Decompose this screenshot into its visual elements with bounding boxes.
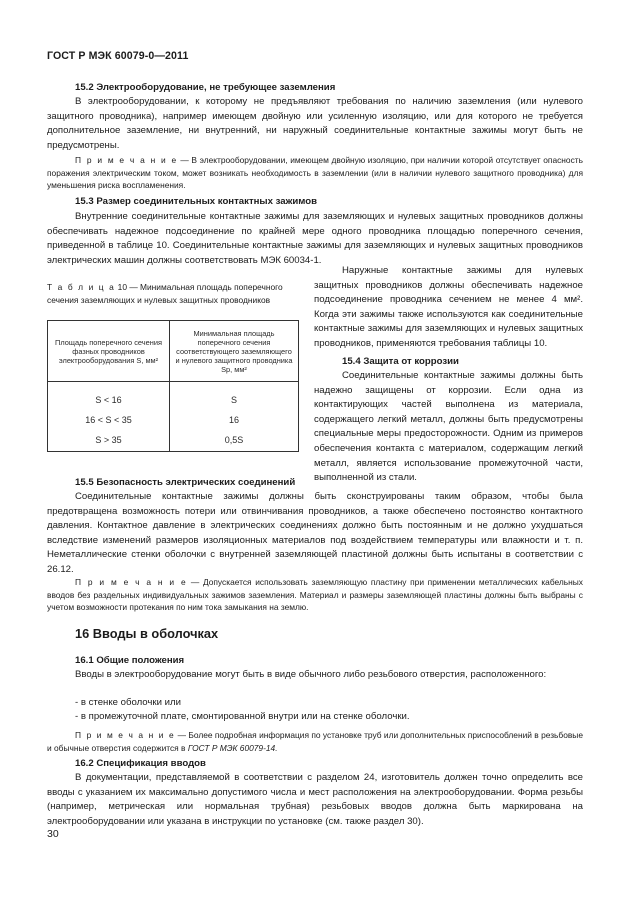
section-15-4-text: Соединительные контактные зажимы должны быть надежно защищены от коррозии. Если одна из контактирующих частей выполнена из материала, содержащего легкий металл, должны быть предусмотрены специальные меры предосторожности. Одним из примеров обеспечения контакта с материалом, содержащим легкий металл, является использование промежуточной части, выполненной из стали. <box>314 370 583 484</box>
table-cell: 16 <box>170 410 299 430</box>
table-cell: S <box>170 390 299 410</box>
document-header: ГОСТ Р МЭК 60079-0—2011 <box>47 50 189 62</box>
section-16-2-text: В документации, представляемой в соответствии с разделом 24, изготовитель должен точно определить все вводы с указанием их максимально допустимого числа и мест расположения на электрооборудовании. Форма резьбы (например, метрическая или нормальная трубная) резьбовых вводов должна быть маркирована на электрооборудовании или указана в инструкции по установке (см. также раздел 30). <box>47 772 583 827</box>
table-spacer <box>170 382 299 390</box>
table-spacer <box>48 382 170 390</box>
table-caption-label: Т а б л и ц а <box>47 282 116 292</box>
table-row <box>48 390 299 410</box>
section-15-3-heading: 15.3 Размер соединительных контактных зажимов <box>75 196 318 207</box>
note-label: П р и м е ч а н и е <box>75 155 178 165</box>
note-label: П р и м е ч а н и е <box>75 730 176 740</box>
table-header-phase-section: Площадь поперечного сечения фазных проводников электрооборудования S, мм² <box>48 321 170 382</box>
section-15-5-heading: 15.5 Безопасность электрических соединений <box>75 477 296 488</box>
table-10 <box>47 320 299 452</box>
note-text: — Более подробная информация по установке труб или дополнительных приспособлений в резьбовые и обычные отверстия содержится в <box>47 730 583 753</box>
page-number: 30 <box>47 828 59 840</box>
note-label: П р и м е ч а н и е <box>75 577 188 587</box>
table-row <box>48 410 299 430</box>
list-item: - в стенке оболочки или <box>75 697 181 708</box>
section-15-5-text: Соединительные контактные зажимы должны быть сконструированы таким образом, чтобы была предотвращена возможность потери или отвинчивания проводников, а также обеспечено постоянство контактного давления. Контактное давление в электрических соединениях должно быть постоянным и не должно ухудшаться вследствие изменений размеров изоляционных материалов под воздействием температуры или влажности и т. п. Неметаллические стенки оболочки с внутренней заземляющей пластиной должны быть испытаны в соответствии с 26.12. <box>47 491 583 575</box>
note-text: — В электрооборудовании, имеющем двойную изоляцию, при наличии которой отсутствует опасность поражения электрическим током, может возникать необходимость в заземлении (или в наличии нулевого защитного проводника) для уменьшения риска воспламенения. <box>47 155 583 191</box>
section-15-2-text: В электрооборудовании, к которому не предъявляют требования по наличию заземления (или нулевого защитного проводника), например имеющем двойную или усиленную изоляцию, или для которого не требуется дополнительное заземление, ни внутренний, ни наружный соединительные контактные зажимы могут быть не предусмотрены. <box>47 96 583 151</box>
note-text: — Допускается использовать заземляющую пластину при применении металлических кабельных вводов без раздельных индивидуальных зажимов заземления. Материал и размеры заземляющей пластины должны быть выбраны с учетом возможности протекания по ним тока замыкания на землю. <box>47 577 583 613</box>
table-header-earth-section: Минимальная площадь поперечного сечения соответствующего заземляющего и нулевого защитного проводника Sp, мм² <box>170 321 299 382</box>
section-16-1-note <box>47 729 583 754</box>
section-15-2-note <box>47 154 583 192</box>
table-cell: 16 < S < 35 <box>48 410 170 430</box>
table-row <box>48 430 299 452</box>
list-item: - в промежуточной плате, смонтированной внутри или на стенке оболочки. <box>75 711 410 722</box>
table-cell: S < 16 <box>48 390 170 410</box>
table-cell: 0,5S <box>170 430 299 452</box>
section-16-1-text: Вводы в электрооборудование могут быть в виде обычного либо резьбового отверстия, расположенного: <box>75 669 547 680</box>
section-15-5-note <box>47 576 583 614</box>
section-15-3-text: Внутренние соединительные контактные зажимы для заземляющих и нулевых защитных проводников должны обеспечивать надежное подсоединение по крайней мере одного проводника площадью поперечного сечения, приведенной в таблице 10. Соединительные контактные зажимы для заземляющих и нулевых защитных проводников электрических машин должны соответствовать МЭК 60034-1. <box>47 211 583 266</box>
table-10-caption <box>47 281 299 306</box>
section-15-2-heading: 15.2 Электрооборудование, не требующее заземления <box>75 82 336 93</box>
section-15-3-text-2: Наружные контактные зажимы для нулевых защитных проводников должны обеспечивать надежное подсоединение проводника сечением не менее 4 мм². Когда эти зажимы также используются как соединительные контактные зажимы для заземляющих и нулевых защитных проводников, применяются требования таблицы 10. <box>314 265 583 349</box>
section-16-1-heading: 16.1 Общие положения <box>75 655 185 666</box>
table-cell: S > 35 <box>48 430 170 452</box>
note-reference: ГОСТ Р МЭК 60079-14. <box>187 742 278 753</box>
section-16-2-heading: 16.2 Спецификация вводов <box>75 758 206 769</box>
section-16-heading: 16 Вводы в оболочках <box>75 626 219 641</box>
table-caption-text: 10 — Минимальная площадь поперечного сечения заземляющих и нулевых защитных проводников <box>47 282 283 305</box>
section-15-4-heading: 15.4 Защита от коррозии <box>342 356 459 367</box>
